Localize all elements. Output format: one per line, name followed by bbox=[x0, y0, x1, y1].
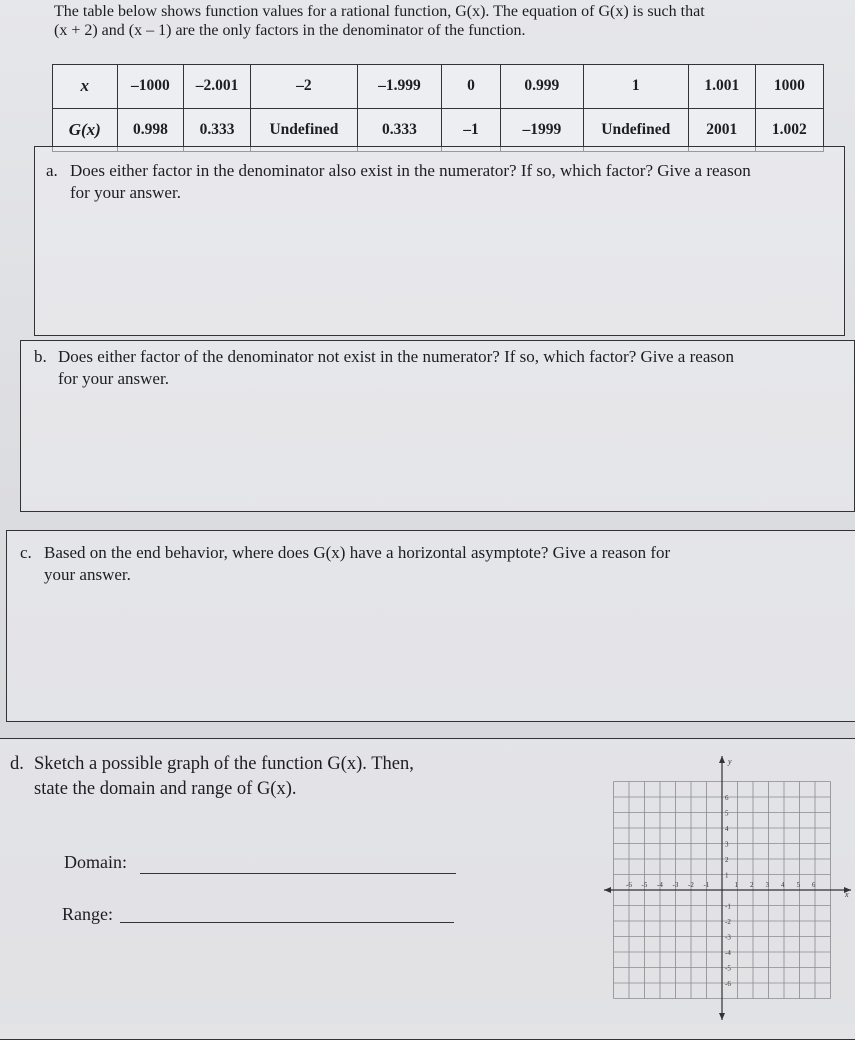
question-d-label: d. bbox=[10, 754, 24, 774]
y-tick-label: 1 bbox=[725, 871, 729, 880]
table-cell: G(x) bbox=[53, 108, 118, 152]
table-cell: x bbox=[53, 65, 118, 109]
table-cell: –1 bbox=[441, 108, 500, 152]
question-c-label: c. bbox=[20, 543, 32, 562]
question-c bbox=[20, 542, 820, 586]
y-tick-label: -1 bbox=[725, 902, 731, 911]
intro-line-2: (x + 2) and (x – 1) are the only factors in the denominator of the function. bbox=[54, 22, 526, 39]
domain-answer-line[interactable] bbox=[140, 873, 456, 874]
x-tick-label: 3 bbox=[765, 881, 769, 889]
x-tick-label: -2 bbox=[688, 881, 694, 889]
table-cell: Undefined bbox=[250, 108, 357, 152]
table-cell: –2 bbox=[250, 65, 357, 109]
question-b-line-1: Does either factor of the denominator not exist in the numerator? If so, which factor? Give a reason bbox=[58, 347, 734, 366]
intro-line-1: The table below shows function values for a rational function, G(x). The equation of G(x) is such that bbox=[54, 3, 705, 20]
question-c-line-2: your answer. bbox=[44, 565, 131, 584]
table-cell: 0.999 bbox=[501, 65, 583, 109]
intro-text bbox=[54, 2, 814, 40]
question-a bbox=[46, 160, 836, 204]
question-b-label: b. bbox=[34, 347, 47, 366]
question-a-line-2: for your answer. bbox=[70, 183, 181, 202]
table-cell: 0.333 bbox=[184, 108, 251, 152]
question-c-line-1: Based on the end behavior, where does G(x) have a horizontal asymptote? Give a reason for bbox=[44, 543, 671, 562]
range-answer-line[interactable] bbox=[120, 922, 454, 923]
function-values-table bbox=[52, 64, 824, 152]
table-cell: –1999 bbox=[501, 108, 583, 152]
table-cell: 0.333 bbox=[357, 108, 441, 152]
x-tick-label: 5 bbox=[796, 881, 800, 889]
table-cell: 1.001 bbox=[688, 65, 755, 109]
y-axis-label: y bbox=[728, 757, 732, 766]
table-cell: 1000 bbox=[755, 65, 823, 109]
x-tick-label: -5 bbox=[641, 881, 648, 889]
table-cell: –2.001 bbox=[184, 65, 251, 109]
x-tick-label: -4 bbox=[657, 881, 663, 889]
y-tick-label: -3 bbox=[725, 933, 731, 942]
table-row-g bbox=[53, 108, 824, 152]
table-cell: 1 bbox=[583, 65, 688, 109]
table-cell: 1.002 bbox=[755, 108, 823, 152]
question-d bbox=[10, 752, 490, 802]
y-tick-label: 4 bbox=[725, 825, 729, 833]
table-cell: –1000 bbox=[117, 65, 184, 109]
question-b-line-2: for your answer. bbox=[58, 369, 169, 388]
x-tick-label: -1 bbox=[703, 881, 710, 889]
x-tick-label: 6 bbox=[812, 881, 816, 889]
y-tick-label: -6 bbox=[725, 980, 731, 988]
range-label: Range: bbox=[62, 904, 113, 924]
x-tick-label: -3 bbox=[672, 881, 679, 889]
y-tick-label: 3 bbox=[725, 840, 729, 849]
question-d-line-2: state the domain and range of G(x). bbox=[34, 779, 297, 799]
x-tick-label: 2 bbox=[750, 881, 754, 889]
x-tick-label: 1 bbox=[734, 881, 738, 889]
table-cell: 0 bbox=[441, 65, 500, 109]
table-cell: 2001 bbox=[688, 108, 755, 152]
table-cell: –1.999 bbox=[357, 65, 441, 109]
table-cell: 0.998 bbox=[117, 108, 184, 152]
table-row-x bbox=[53, 65, 824, 109]
table-cell: Undefined bbox=[583, 108, 688, 152]
y-tick-label: -2 bbox=[725, 918, 731, 926]
y-tick-label: 2 bbox=[725, 856, 729, 864]
question-b bbox=[34, 346, 844, 390]
domain-label: Domain: bbox=[64, 852, 127, 872]
coordinate-grid[interactable] bbox=[600, 752, 855, 1024]
question-d-line-1: Sketch a possible graph of the function G(x). Then, bbox=[34, 754, 414, 774]
question-a-line-1: Does either factor in the denominator also exist in the numerator? If so, which factor? Give a reason bbox=[70, 161, 751, 180]
y-tick-label: -5 bbox=[725, 964, 731, 973]
y-tick-label: -4 bbox=[725, 949, 731, 957]
y-tick-label: 6 bbox=[725, 794, 729, 802]
x-tick-label: 4 bbox=[781, 881, 785, 889]
x-axis-label: x bbox=[845, 890, 849, 899]
question-a-label: a. bbox=[46, 161, 58, 180]
y-tick-label: 5 bbox=[725, 809, 729, 818]
x-tick-label: -6 bbox=[626, 881, 632, 889]
